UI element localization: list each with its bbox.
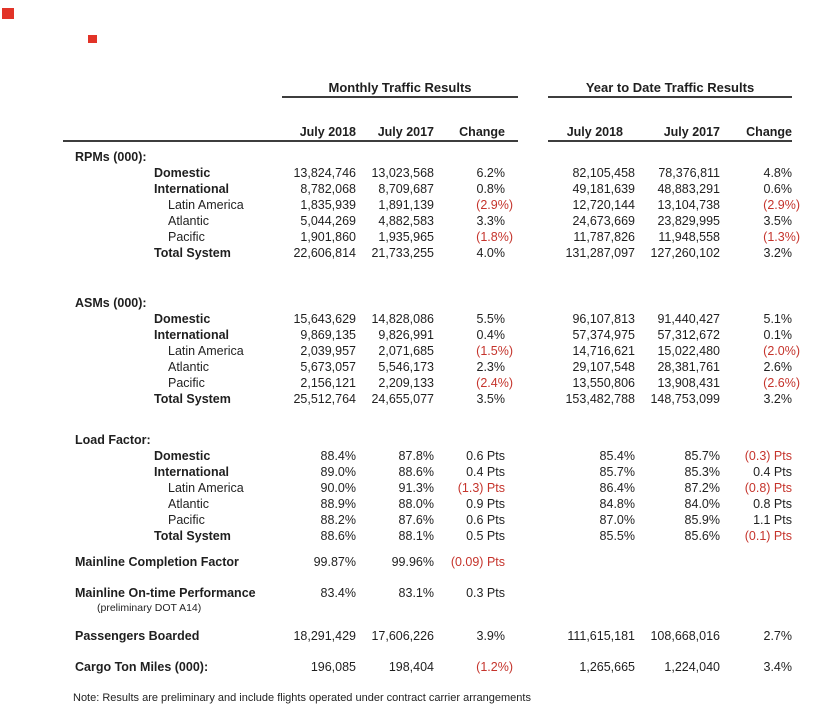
value-cell: (0.1) Pts bbox=[744, 529, 792, 543]
table-row bbox=[63, 165, 800, 181]
header-underline-left bbox=[63, 140, 518, 142]
value-cell: 85.3% bbox=[684, 465, 720, 479]
value-cell: 24,655,077 bbox=[371, 392, 434, 406]
value-cell: (1.2%) bbox=[476, 660, 513, 674]
value-cell bbox=[550, 585, 635, 601]
value-cell: 111,615,181 bbox=[567, 629, 635, 643]
table-row bbox=[63, 181, 800, 197]
value-cell: 57,312,672 bbox=[657, 328, 720, 342]
row-label: Pacific bbox=[168, 513, 205, 527]
value-cell: 13,824,746 bbox=[293, 166, 356, 180]
table-row bbox=[63, 359, 800, 375]
ytd-traffic-results-title: Year to Date Traffic Results bbox=[548, 80, 792, 98]
table-row bbox=[63, 480, 800, 496]
table-row bbox=[63, 343, 800, 359]
value-cell: 4.8% bbox=[763, 166, 792, 180]
table-row bbox=[63, 448, 800, 464]
column-gap bbox=[513, 375, 550, 391]
table-row bbox=[63, 512, 800, 528]
value-cell: 57,374,975 bbox=[572, 328, 635, 342]
value-cell: 3.5% bbox=[763, 214, 792, 228]
value-cell: 12,720,144 bbox=[572, 198, 635, 212]
value-cell: 0.3 Pts bbox=[466, 586, 505, 600]
value-cell: 0.8% bbox=[476, 182, 505, 196]
value-cell: 1,891,139 bbox=[378, 198, 434, 212]
value-cell: 99.96% bbox=[391, 555, 434, 569]
value-cell: 85.7% bbox=[599, 465, 635, 479]
row-label: Latin America bbox=[168, 481, 244, 495]
row-label: Atlantic bbox=[168, 214, 209, 228]
value-cell: 4,882,583 bbox=[378, 214, 434, 228]
value-cell: (2.6%) bbox=[763, 376, 800, 390]
value-cell: 22,606,814 bbox=[293, 246, 356, 260]
value-cell: 85.9% bbox=[684, 513, 720, 527]
value-cell: 5,673,057 bbox=[300, 360, 356, 374]
row-label: Latin America bbox=[168, 344, 244, 358]
value-cell: 91,440,427 bbox=[657, 312, 720, 326]
value-cell: 87.0% bbox=[599, 513, 635, 527]
col-header-ytd-change: Change bbox=[746, 125, 792, 139]
value-cell: 2.3% bbox=[476, 360, 505, 374]
column-gap bbox=[513, 229, 550, 245]
value-cell: 5.5% bbox=[476, 312, 505, 326]
table-row bbox=[63, 464, 800, 480]
table-row bbox=[63, 496, 800, 512]
column-gap bbox=[513, 213, 550, 229]
metric-label: Passengers Boarded bbox=[75, 629, 200, 643]
metric-row bbox=[63, 659, 800, 675]
table-row bbox=[63, 197, 800, 213]
value-cell: 84.0% bbox=[684, 497, 720, 511]
column-gap bbox=[513, 391, 550, 407]
section-label: ASMs (000): bbox=[75, 296, 147, 310]
metric-row bbox=[63, 628, 800, 644]
value-cell: 23,829,995 bbox=[657, 214, 720, 228]
col-header-ytd-july-2018: July 2018 bbox=[566, 125, 623, 139]
column-gap bbox=[513, 245, 550, 261]
row-label: International bbox=[154, 182, 230, 196]
value-cell: 88.6% bbox=[320, 529, 356, 543]
row-label: Pacific bbox=[168, 376, 205, 390]
value-cell: 5,546,173 bbox=[378, 360, 434, 374]
value-cell: (0.8) Pts bbox=[744, 481, 792, 495]
value-cell: 85.6% bbox=[684, 529, 720, 543]
value-cell: 1.1 Pts bbox=[753, 513, 792, 527]
value-cell: 82,105,458 bbox=[572, 166, 635, 180]
row-label: Atlantic bbox=[168, 360, 209, 374]
value-cell: (2.9%) bbox=[476, 198, 513, 212]
value-cell: 8,709,687 bbox=[378, 182, 434, 196]
value-cell: 87.2% bbox=[684, 481, 720, 495]
row-label: Domestic bbox=[154, 449, 211, 463]
value-cell: 0.4% bbox=[476, 328, 505, 342]
value-cell: 88.6% bbox=[398, 465, 434, 479]
value-cell: 78,376,811 bbox=[658, 166, 720, 180]
row-label: Atlantic bbox=[168, 497, 209, 511]
section-label: Load Factor: bbox=[75, 433, 151, 447]
value-cell: 14,716,621 bbox=[572, 344, 635, 358]
column-header-row bbox=[63, 124, 800, 140]
col-header-monthly-july-2017: July 2017 bbox=[377, 125, 434, 139]
value-cell: 88.1% bbox=[398, 529, 434, 543]
row-label: Domestic bbox=[154, 312, 211, 326]
footnote: Note: Results are preliminary and include flights operated under contract carrier arrangements bbox=[73, 692, 531, 704]
value-cell: 99.87% bbox=[313, 555, 356, 569]
column-gap bbox=[513, 124, 550, 140]
value-cell: 4.0% bbox=[476, 246, 505, 260]
value-cell: 2.6% bbox=[763, 360, 792, 374]
value-cell: 17,606,226 bbox=[371, 629, 434, 643]
value-cell: 11,948,558 bbox=[658, 230, 720, 244]
value-cell: (1.8%) bbox=[476, 230, 513, 244]
value-cell: 5,044,269 bbox=[300, 214, 356, 228]
value-cell: 13,023,568 bbox=[371, 166, 434, 180]
red-square-icon bbox=[2, 8, 14, 19]
table-row bbox=[63, 375, 800, 391]
value-cell: 3.2% bbox=[763, 392, 792, 406]
value-cell: 3.5% bbox=[476, 392, 505, 406]
value-cell: 0.1% bbox=[763, 328, 792, 342]
value-cell: 1,935,965 bbox=[378, 230, 434, 244]
value-cell: 2,071,685 bbox=[378, 344, 434, 358]
section-label-row bbox=[63, 295, 800, 311]
row-label: Pacific bbox=[168, 230, 205, 244]
value-cell: 3.3% bbox=[476, 214, 505, 228]
value-cell: 0.6 Pts bbox=[466, 513, 505, 527]
row-label: Domestic bbox=[154, 166, 211, 180]
section-label: RPMs (000): bbox=[75, 150, 147, 164]
column-gap bbox=[513, 197, 550, 213]
column-gap bbox=[513, 512, 550, 528]
value-cell: 153,482,788 bbox=[565, 392, 635, 406]
column-gap bbox=[513, 554, 550, 570]
value-cell: 83.4% bbox=[320, 586, 356, 600]
section-load-factor bbox=[63, 432, 800, 544]
section-label-row bbox=[63, 149, 800, 165]
value-cell: (2.9%) bbox=[763, 198, 800, 212]
section-rpms bbox=[63, 149, 800, 261]
value-cell: 148,753,099 bbox=[650, 392, 720, 406]
table-row bbox=[63, 229, 800, 245]
metric-label: Mainline On-time Performance (preliminary DOT A14) bbox=[75, 586, 256, 614]
value-cell: 0.4 Pts bbox=[466, 465, 505, 479]
column-gap bbox=[513, 480, 550, 496]
value-cell: 25,512,764 bbox=[293, 392, 356, 406]
column-gap bbox=[513, 343, 550, 359]
value-cell: 85.7% bbox=[684, 449, 720, 463]
value-cell: 3.4% bbox=[763, 660, 792, 674]
value-cell: (0.3) Pts bbox=[744, 449, 792, 463]
value-cell: 1,224,040 bbox=[664, 660, 720, 674]
value-cell: 21,733,255 bbox=[371, 246, 434, 260]
value-cell: 13,908,431 bbox=[657, 376, 720, 390]
value-cell: 88.2% bbox=[320, 513, 356, 527]
column-gap bbox=[513, 528, 550, 544]
column-gap bbox=[513, 311, 550, 327]
column-gap bbox=[513, 585, 550, 601]
value-cell: 15,022,480 bbox=[657, 344, 720, 358]
value-cell: 13,550,806 bbox=[572, 376, 635, 390]
value-cell: 13,104,738 bbox=[657, 198, 720, 212]
table-row bbox=[63, 391, 800, 407]
value-cell: 0.4 Pts bbox=[753, 465, 792, 479]
value-cell: 89.0% bbox=[320, 465, 356, 479]
value-cell: (2.0%) bbox=[763, 344, 800, 358]
table-row bbox=[63, 528, 800, 544]
value-cell: 86.4% bbox=[599, 481, 635, 495]
value-cell: 9,869,135 bbox=[300, 328, 356, 342]
value-cell: 9,826,991 bbox=[378, 328, 434, 342]
row-label: International bbox=[154, 328, 230, 342]
header-underline-right bbox=[548, 140, 792, 142]
value-cell: 108,668,016 bbox=[650, 629, 720, 643]
value-cell: 96,107,813 bbox=[572, 312, 635, 326]
value-cell: 88.4% bbox=[320, 449, 356, 463]
metric-row bbox=[63, 554, 800, 570]
column-gap bbox=[513, 327, 550, 343]
column-gap bbox=[513, 659, 550, 675]
column-gap bbox=[513, 628, 550, 644]
value-cell: 29,107,548 bbox=[572, 360, 635, 374]
column-header-spacer bbox=[63, 124, 280, 140]
value-cell: 0.9 Pts bbox=[466, 497, 505, 511]
value-cell bbox=[635, 585, 720, 601]
table-row bbox=[63, 213, 800, 229]
value-cell: 2,209,133 bbox=[378, 376, 434, 390]
value-cell: 127,260,102 bbox=[650, 246, 720, 260]
value-cell: 85.4% bbox=[599, 449, 635, 463]
value-cell: 49,181,639 bbox=[572, 182, 635, 196]
value-cell: 87.8% bbox=[398, 449, 434, 463]
metric-sublabel: (preliminary DOT A14) bbox=[97, 602, 202, 614]
metric-label: Mainline Completion Factor bbox=[75, 555, 239, 569]
row-label: Total System bbox=[154, 246, 231, 260]
value-cell: 48,883,291 bbox=[657, 182, 720, 196]
column-gap bbox=[513, 496, 550, 512]
column-gap bbox=[513, 464, 550, 480]
value-cell: 2,039,957 bbox=[300, 344, 356, 358]
column-gap bbox=[513, 448, 550, 464]
value-cell: 1,901,860 bbox=[300, 230, 356, 244]
value-cell: 8,782,068 bbox=[300, 182, 356, 196]
value-cell bbox=[720, 585, 800, 601]
table-row bbox=[63, 245, 800, 261]
column-gap bbox=[513, 181, 550, 197]
value-cell: 87.6% bbox=[398, 513, 434, 527]
value-cell: 88.0% bbox=[398, 497, 434, 511]
section-label-row bbox=[63, 432, 800, 448]
value-cell: 11,787,826 bbox=[573, 230, 635, 244]
column-gap bbox=[513, 359, 550, 375]
table-row bbox=[63, 327, 800, 343]
row-label: International bbox=[154, 465, 230, 479]
col-header-monthly-july-2018: July 2018 bbox=[299, 125, 356, 139]
value-cell: 3.9% bbox=[476, 629, 505, 643]
metric-label: Cargo Ton Miles (000): bbox=[75, 660, 209, 674]
value-cell: (1.3) Pts bbox=[457, 481, 505, 495]
row-label: Total System bbox=[154, 529, 231, 543]
row-label: Total System bbox=[154, 392, 231, 406]
value-cell: 196,085 bbox=[310, 660, 356, 674]
value-cell bbox=[550, 554, 635, 570]
value-cell: 6.2% bbox=[476, 166, 505, 180]
value-cell: 83.1% bbox=[398, 586, 434, 600]
value-cell: 0.5 Pts bbox=[466, 529, 505, 543]
value-cell: 2.7% bbox=[763, 629, 792, 643]
value-cell: 0.6 Pts bbox=[466, 449, 505, 463]
value-cell bbox=[635, 554, 720, 570]
value-cell: 91.3% bbox=[398, 481, 434, 495]
red-square-icon-small bbox=[88, 35, 97, 43]
value-cell: 14,828,086 bbox=[371, 312, 434, 326]
value-cell: (2.4%) bbox=[476, 376, 513, 390]
value-cell: 0.6% bbox=[763, 182, 792, 196]
column-gap bbox=[513, 165, 550, 181]
col-header-ytd-july-2017: July 2017 bbox=[663, 125, 720, 139]
metric-row bbox=[63, 585, 800, 614]
value-cell: 84.8% bbox=[599, 497, 635, 511]
value-cell: 1,265,665 bbox=[579, 660, 635, 674]
value-cell: 0.8 Pts bbox=[753, 497, 792, 511]
value-cell: (0.09) Pts bbox=[450, 555, 505, 569]
value-cell: 85.5% bbox=[599, 529, 635, 543]
value-cell: 24,673,669 bbox=[572, 214, 635, 228]
value-cell: 1,835,939 bbox=[300, 198, 356, 212]
value-cell: (1.5%) bbox=[476, 344, 513, 358]
value-cell: 90.0% bbox=[320, 481, 356, 495]
value-cell: 28,381,761 bbox=[657, 360, 720, 374]
table-row bbox=[63, 311, 800, 327]
value-cell: 131,287,097 bbox=[565, 246, 635, 260]
value-cell: 15,643,629 bbox=[293, 312, 356, 326]
value-cell: 198,404 bbox=[388, 660, 434, 674]
value-cell: (1.3%) bbox=[763, 230, 800, 244]
value-cell: 5.1% bbox=[763, 312, 792, 326]
value-cell: 2,156,121 bbox=[300, 376, 356, 390]
section-asms bbox=[63, 295, 800, 407]
col-header-monthly-change: Change bbox=[459, 125, 505, 139]
value-cell: 88.9% bbox=[320, 497, 356, 511]
monthly-traffic-results-title: Monthly Traffic Results bbox=[282, 80, 518, 98]
row-label: Latin America bbox=[168, 198, 244, 212]
value-cell: 3.2% bbox=[763, 246, 792, 260]
value-cell: 18,291,429 bbox=[293, 629, 356, 643]
value-cell bbox=[720, 554, 800, 570]
